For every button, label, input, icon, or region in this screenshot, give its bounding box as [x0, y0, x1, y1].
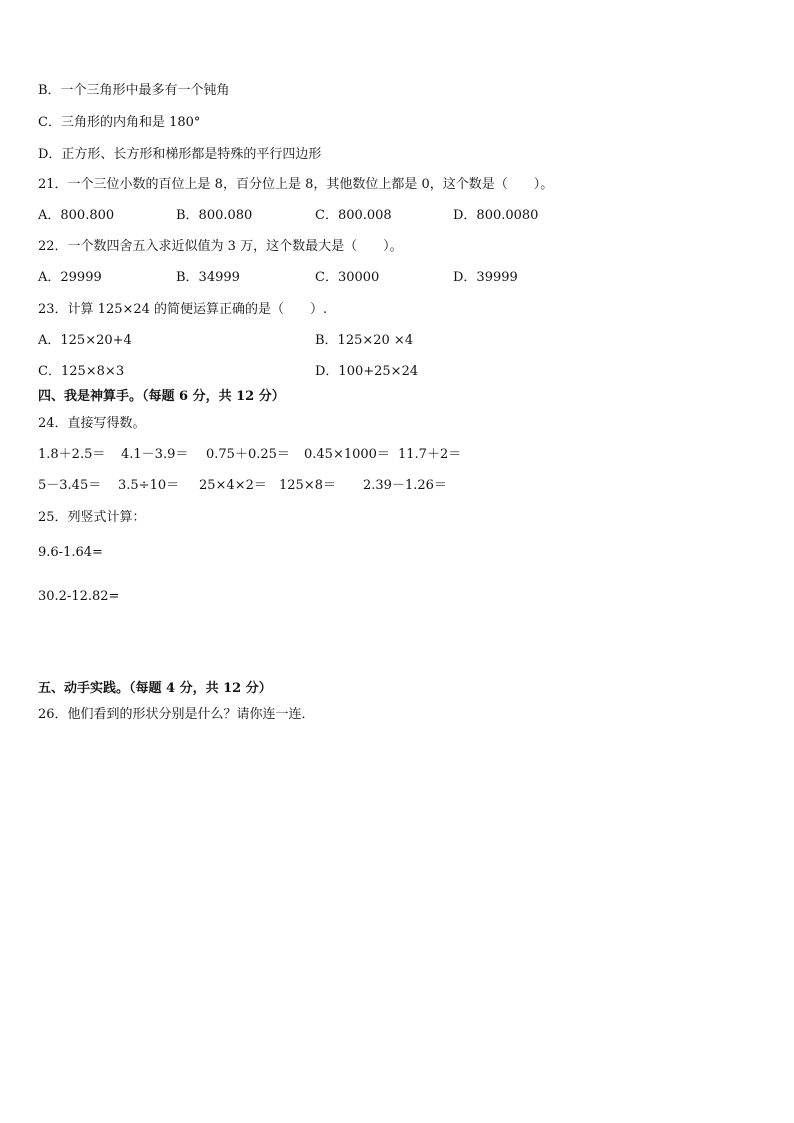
- q25-item: 9.6-1.64=: [38, 545, 103, 560]
- q22-option-a: A．29999: [38, 270, 102, 285]
- q24-item: 11.7＋2＝: [398, 447, 462, 462]
- q23-option-b: B．125×20 ×4: [315, 333, 414, 348]
- q20-option-d: D．正方形、长方形和梯形都是特殊的平行四边形: [38, 147, 322, 162]
- q21-option-a: A．800.800: [38, 208, 115, 223]
- q25-item: 30.2-12.82=: [38, 589, 120, 604]
- q24-item: 2.39－1.26＝: [363, 478, 447, 493]
- section-4-heading: 四、我是神算手。（每题 6 分，共 12 分）: [38, 389, 285, 404]
- q21-stem: 21．一个三位小数的百位上是 8，百分位上是 8，其他数位上都是 0，这个数是（ ）。: [38, 177, 554, 192]
- q21-option-b: B．800.080: [176, 208, 253, 223]
- q20-option-c: C．三角形的内角和是 180°: [38, 115, 201, 130]
- q21-option-c: C．800.008: [315, 208, 392, 223]
- section-5-heading: 五、动手实践。（每题 4 分，共 12 分）: [38, 681, 272, 696]
- q24-item: 4.1－3.9＝: [121, 447, 189, 462]
- q24-item: 3.5÷10＝: [118, 478, 180, 493]
- q24-item: 0.75＋0.25＝: [206, 447, 290, 462]
- q24-stem: 24．直接写得数。: [38, 416, 146, 431]
- q21-option-d: D．800.0080: [453, 208, 539, 223]
- q24-item: 125×8＝: [279, 478, 336, 493]
- q20-option-b: B．一个三角形中最多有一个钝角: [38, 83, 230, 98]
- q23-option-a: A．125×20+4: [38, 333, 132, 348]
- q25-stem: 25．列竖式计算：: [38, 510, 146, 525]
- q26-stem: 26．他们看到的形状分别是什么？请你连一连．: [38, 707, 315, 722]
- q22-option-c: C．30000: [315, 270, 380, 285]
- q24-item: 0.45×1000＝: [304, 447, 390, 462]
- q24-item: 25×4×2＝: [199, 478, 267, 493]
- q23-stem: 23．计算 125×24 的简便运算正确的是（ ）.: [38, 302, 328, 317]
- q22-option-b: B．34999: [176, 270, 240, 285]
- q24-item: 5－3.45＝: [38, 478, 102, 493]
- q22-option-d: D．39999: [453, 270, 518, 285]
- q23-option-d: D．100+25×24: [315, 364, 419, 379]
- q22-stem: 22．一个数四舍五入求近似值为 3 万，这个数最大是（ ）。: [38, 239, 403, 254]
- q23-option-c: C．125×8×3: [38, 364, 125, 379]
- q24-item: 1.8＋2.5＝: [38, 447, 106, 462]
